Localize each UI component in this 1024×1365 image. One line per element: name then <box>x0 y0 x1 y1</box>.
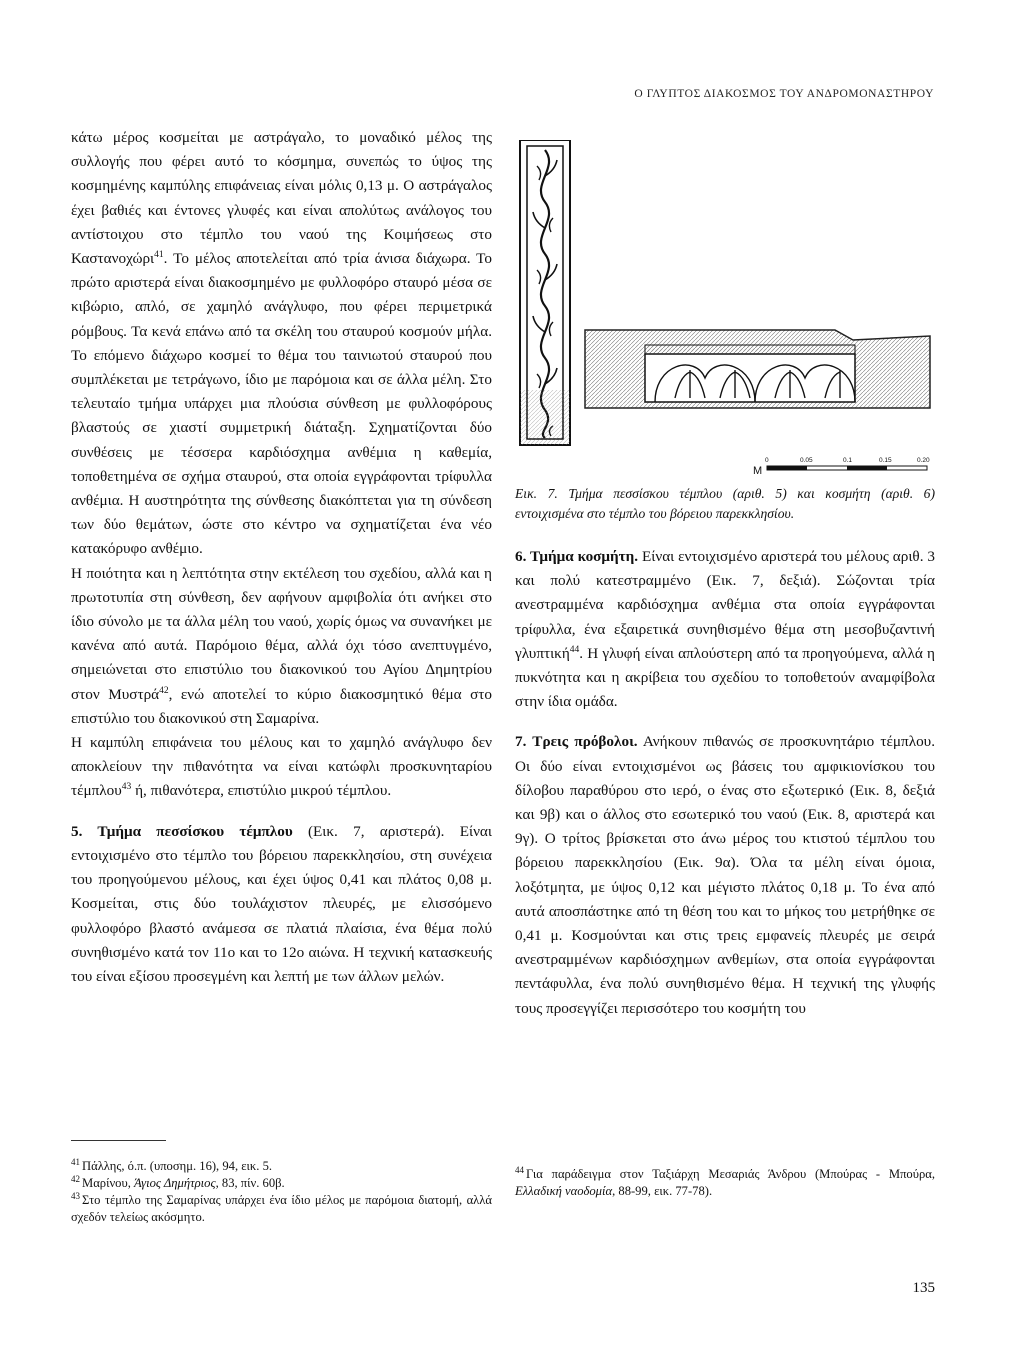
left-column <box>71 126 492 989</box>
footnote-ref[interactable]: 43 <box>121 782 132 793</box>
footnote-text: , 83, πίν. 60β. <box>215 1176 285 1190</box>
text-run: κάτω μέρος κοσμείται με αστράγαλο, το μοναδικό μέλος της συλλογής που φέρει αυτό το κόσμημα, συνεπώς το ύψος της κοσμημένης καμπύλης επιφάνειας είναι μόλις 0,13 μ. Ο αστράγαλος έχει βαθιές και έντονες γλυφές και είναι απολύτως ανάλογος του αντίστοιχου στο τέμπλο του ναού της Κοιμήσεως στο Καστανοχώρι <box>71 129 492 268</box>
section-heading: 6. Τμήμα κοσμήτη. <box>515 548 639 565</box>
footnote-number: 44 <box>515 1165 524 1175</box>
text-run: . Το μέλος αποτελείται από τρία άνισα διάχωρα. Το πρώτο αριστερά είναι διακοσμημένο με φυλλοφόρο σταυρό μέσα σε κιβώριο, απλό, σε χαμηλό ανάγλυφο, που φέρει περιμετρικά ρόμβους. Τα κενά επάνω από τα σκέλη του σταυρού κοσμούν μήλα. Το επόμενο διάχωρο κοσμεί το θέμα του ταινιωτού σταυρού που συμπλέκεται με τετράγωνο, ίδιο με παρόμοια και σε άλλα μέλη. Στο τελευταίο τμήμα υπάρχει μια πλούσια σύνθεση με φυλλοφόρους βλαστούς σε χιαστί συμμετρική διάταξη. Σχηματίζονται δύο συνθέσεις με τέσσερα καρδιόσχημα ανθέμια η καθεμία, τοποθετημένα σε σχήμα σταυρού, στα οποία εγγράφονται τρίφυλλα ανθέμια. Η αυστηρότητα της σύνθεσης διακόπτεται για τη σύνδεση των δύο θεμάτων, ώστε στο κέντρο να σχηματίζεται ένα νέο κατακόρυφο ανθέμιο. <box>71 250 492 558</box>
scale-tick: 0.05 <box>800 457 813 464</box>
text-run: Είναι εντοιχισμένο αριστερά του μέλους αριθ. 3 και πολύ κατεστραμμένο (Εικ. 7, δεξιά). Σώζονται τρία ανεστραμμένα καρδιόσχημα ανθέμια στα οποία εγγράφονται τρίφυλλα, ένα εξαιρετικά συνηθισμένο θέμα στη μεσοβυζαντινή γλυπτική <box>515 548 935 662</box>
footnote-ref[interactable]: 41 <box>154 250 164 261</box>
footnote-text: Για παράδειγμα στον Ταξιάρχη Μεσαριάς Άνδρου (Μπούρας - Μπούρα, <box>526 1167 935 1181</box>
scale-tick: 0 <box>765 457 769 464</box>
text-run: , ενώ αποτελεί το κύριο διακοσμητικό θέμα στο επιστύλιο του διακονικού στη Σαμαρίνα. <box>71 685 492 727</box>
text-run: Η ποιότητα και η λεπτότητα στην εκτέλεση του σχεδίου, αλλά και η πρωτοτυπία στη σύνθεση, δεν αφήνουν αμφιβολία ότι ανήκει στο ίδιο σύνολο με τα άλλα μέλη του ναού, χωρίς όμως να συνανήκει με κανένα από αυτά. Παρόμοιο θέμα, αλλά όχι τόσο ανεπτυγμένο, σημειώνεται στο επιστύλιο του διακονικού του Αγίου Δημητρίου στον Μυστρά <box>71 564 492 703</box>
footnote-text: Στο τέμπλο της Σαμαρίνας υπάρχει ένα ίδιο μέλος με παρόμοια διατομή, αλλά σχεδόν τελείως ακόσμητο. <box>71 1193 492 1224</box>
footnote-number: 43 <box>71 1191 80 1201</box>
section-heading: 7. Τρεις πρόβολοι. <box>515 733 638 751</box>
scale-letter: M <box>753 465 763 477</box>
right-column <box>515 545 935 1021</box>
section-6 <box>515 545 935 714</box>
footnote-rule <box>71 1140 166 1141</box>
scale-tick: 0.20 <box>917 457 930 464</box>
paragraph <box>71 731 492 804</box>
text-run: Είναι εντοιχισμένο στο τέμπλο του βόρειου παρεκκλησίου, στη συνέχεια του προηγούμενου μέλους, και έχει ύψος 0,41 και πλάτος 0,08 μ. Κοσμείται, στις δύο τουλάχιστον πλευρές, με ελισσόμενο φυλλοφόρο βλαστό ανάμεσα σε πλατιά πλαίσια, ένα θέμα πολύ συνηθισμένο κατά τον 11ο και το 12ο αιώνα. Η τεχνική κατασκευής του είναι εξίσου προσεγμένη και λεπτή με των άλλων μελών. <box>71 822 492 985</box>
footnote-ref[interactable]: 42 <box>159 685 169 696</box>
footnotes-right <box>515 1166 935 1200</box>
text-run: . Η γλυφή είναι απλούστερη από τα προηγούμενα, αλλά η πυκνότητα και η ακρίβεια του σχεδίου το τοποθετούν αναμφίβολα στην ίδια ομάδα. <box>515 644 935 711</box>
text-run: (Εικ. 7, αριστερά). <box>292 822 445 840</box>
section-7 <box>515 730 935 1020</box>
footnote-ref[interactable]: 44 <box>569 644 580 655</box>
footnote-text: Μαρίνου, <box>82 1176 134 1190</box>
figure-caption: Εικ. 7. Τμήμα πεσσίσκου τέμπλου (αριθ. 5) και κοσμήτη (αριθ. 6) εντοιχισμένα στο τέμπλο του βόρειου παρεκκλησίου. <box>515 486 935 521</box>
footnote-42 <box>71 1175 492 1192</box>
cornice-fragment <box>585 330 930 408</box>
section-heading: 5. Τμήμα πεσσίσκου τέμπλου <box>71 822 293 840</box>
scale-bar <box>753 457 930 477</box>
footnote-text: , 88-99, εικ. 77-78). <box>612 1184 713 1198</box>
paragraph <box>71 562 492 731</box>
text-run: Ανήκουν πιθανώς σε προσκυνητάριο τέμπλου. Οι δύο είναι εντοιχισμένοι ως βάσεις του αμφικιονίσκου του δίλοβου παραθύρου στο ιερό, ο ένας στο εξωτερικό (Εικ. 8, δεξιά και 9β) και ο άλλος στο εσωτερικό του ναού (Εικ. 8, αριστερά και 9γ). Ο τρίτος βρίσκεται στο άνω μέρος του κτιστού τέμπλου του βόρειου παρεκκλησίου (Εικ. 9α). Όλα τα μέλη είναι όμοια, λοξότμητα, με ύψος 0,12 και μέγιστο πλάτος 0,18 μ. Το ένα από αυτά αποσπάστηκε από τη θέση του και το μήκος του μετρήθηκε σε 0,41 μ. Κοσμούνται και στις τρεις εμφανείς πλευρές με σειρά ανεστραμμένων καρδιόσχημων ανθεμίων, στα οποία εγγράφονται πεντάφυλλα, ένα πολύ συνηθισμένο θέμα. Η τεχνική της γλυφής τους προσεγγίζει περισσότερο του κοσμήτη του <box>515 733 935 1017</box>
scale-tick: 0.15 <box>879 457 892 464</box>
footnote-43 <box>71 1192 492 1226</box>
running-head: Ο ΓΛΥΠΤΟΣ ΔΙΑΚΟΣΜΟΣ ΤΟΥ ΑΝΔΡΟΜΟΝΑΣΤΗΡΟΥ <box>634 88 934 100</box>
section-5 <box>71 820 492 989</box>
footnotes-left <box>71 1158 492 1226</box>
pillar-fragment <box>520 140 570 445</box>
footnote-44 <box>515 1166 935 1200</box>
paragraph <box>71 126 492 562</box>
footnote-number: 41 <box>71 1157 80 1167</box>
footnote-title: Ελλαδική ναοδομία <box>515 1184 613 1198</box>
footnote-number: 42 <box>71 1174 80 1184</box>
text-run: Η καμπύλη επιφάνεια του μέλους και το χαμηλό ανάγλυφο δεν αποκλείουν την πιθανότητα να είναι κατώφλι προσκυνηταρίου τέμπλου <box>71 734 492 800</box>
page-number: 135 <box>912 1280 935 1296</box>
text-run: ή, πιθανότερα, επιστύλιο μικρού τέμπλου. <box>131 782 392 800</box>
figure-7-drawing <box>515 140 935 500</box>
footnote-title: Άγιος Δημήτριος <box>134 1176 216 1190</box>
scale-tick: 0.1 <box>843 457 853 464</box>
footnote-text: Πάλλης, ό.π. (υποσημ. 16), 94, εικ. 5. <box>82 1159 273 1173</box>
footnote-41 <box>71 1158 492 1175</box>
